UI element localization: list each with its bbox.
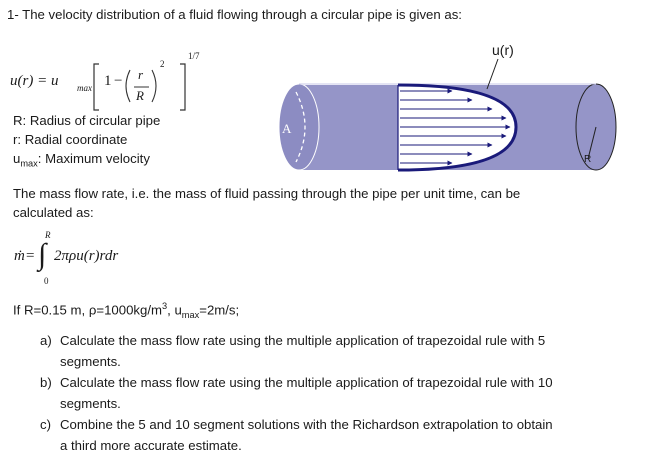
task-c-line1: Combine the 5 and 10 segment solutions with the Richardson extrapolation to obtain (60, 417, 553, 432)
formula-exp-inner: 2 (160, 59, 165, 69)
task-c-label: c) (40, 417, 51, 432)
given-part3: =2m/s; (199, 302, 240, 318)
task-a-label: a) (40, 333, 52, 348)
legend-r: r: Radial coordinate (13, 132, 128, 147)
legend-umax-symbol: u (13, 151, 21, 166)
given-values (13, 297, 239, 324)
task-a-line1: Calculate the mass flow rate using the multiple application of trapezoidal rule with 5 (60, 333, 546, 348)
task-c-line2: a third more accurate estimate. (60, 438, 242, 453)
given-part2: , u (167, 302, 182, 318)
integral-upper: R (45, 230, 51, 240)
given-part1: If R=0.15 m, ρ=1000kg/m (13, 302, 162, 318)
mass-flow-integral (14, 230, 214, 290)
integral-sign: ∫ (38, 238, 47, 271)
integral-equals: = (26, 248, 35, 264)
integral-body: 2πρu(r)rdr (54, 248, 119, 264)
formula-frac-num: r (138, 67, 144, 82)
given-sub-max: max (181, 310, 200, 321)
task-b-label: b) (40, 375, 52, 390)
given-sup3: 3 (161, 301, 168, 311)
label-R: R (584, 154, 592, 165)
integral-lower: 0 (44, 276, 49, 286)
task-b-line2: segments. (60, 396, 121, 411)
label-ur: u(r) (492, 42, 514, 58)
legend-umax (13, 150, 150, 173)
integral-mdot: ṁ (14, 248, 25, 264)
mass-flow-text-line2: calculated as: (13, 205, 94, 220)
pipe-figure (266, 37, 636, 173)
task-b-line1: Calculate the mass flow rate using the multiple application of trapezoidal rule with 10 (60, 375, 553, 390)
problem-title: 1- The velocity distribution of a fluid flowing through a circular pipe is given as: (7, 7, 462, 22)
formula-one: 1 (104, 73, 112, 89)
legend-R: R: Radius of circular pipe (13, 113, 161, 128)
legend-umax-desc: : Maximum velocity (37, 151, 150, 166)
task-a-line2: segments. (60, 354, 121, 369)
formula-minus: − (114, 73, 123, 89)
formula-exp-outer: 1/7 (188, 51, 200, 61)
formula-lhs: u(r) = u (10, 73, 59, 89)
velocity-formula (10, 51, 210, 115)
mass-flow-text-line1: The mass flow rate, i.e. the mass of fluid passing through the pipe per unit time, can be (13, 186, 521, 201)
legend-umax-sub: max (20, 158, 38, 169)
formula-frac-den: R (136, 88, 144, 103)
label-A: A (282, 121, 292, 136)
formula-sub-max: max (77, 83, 92, 93)
